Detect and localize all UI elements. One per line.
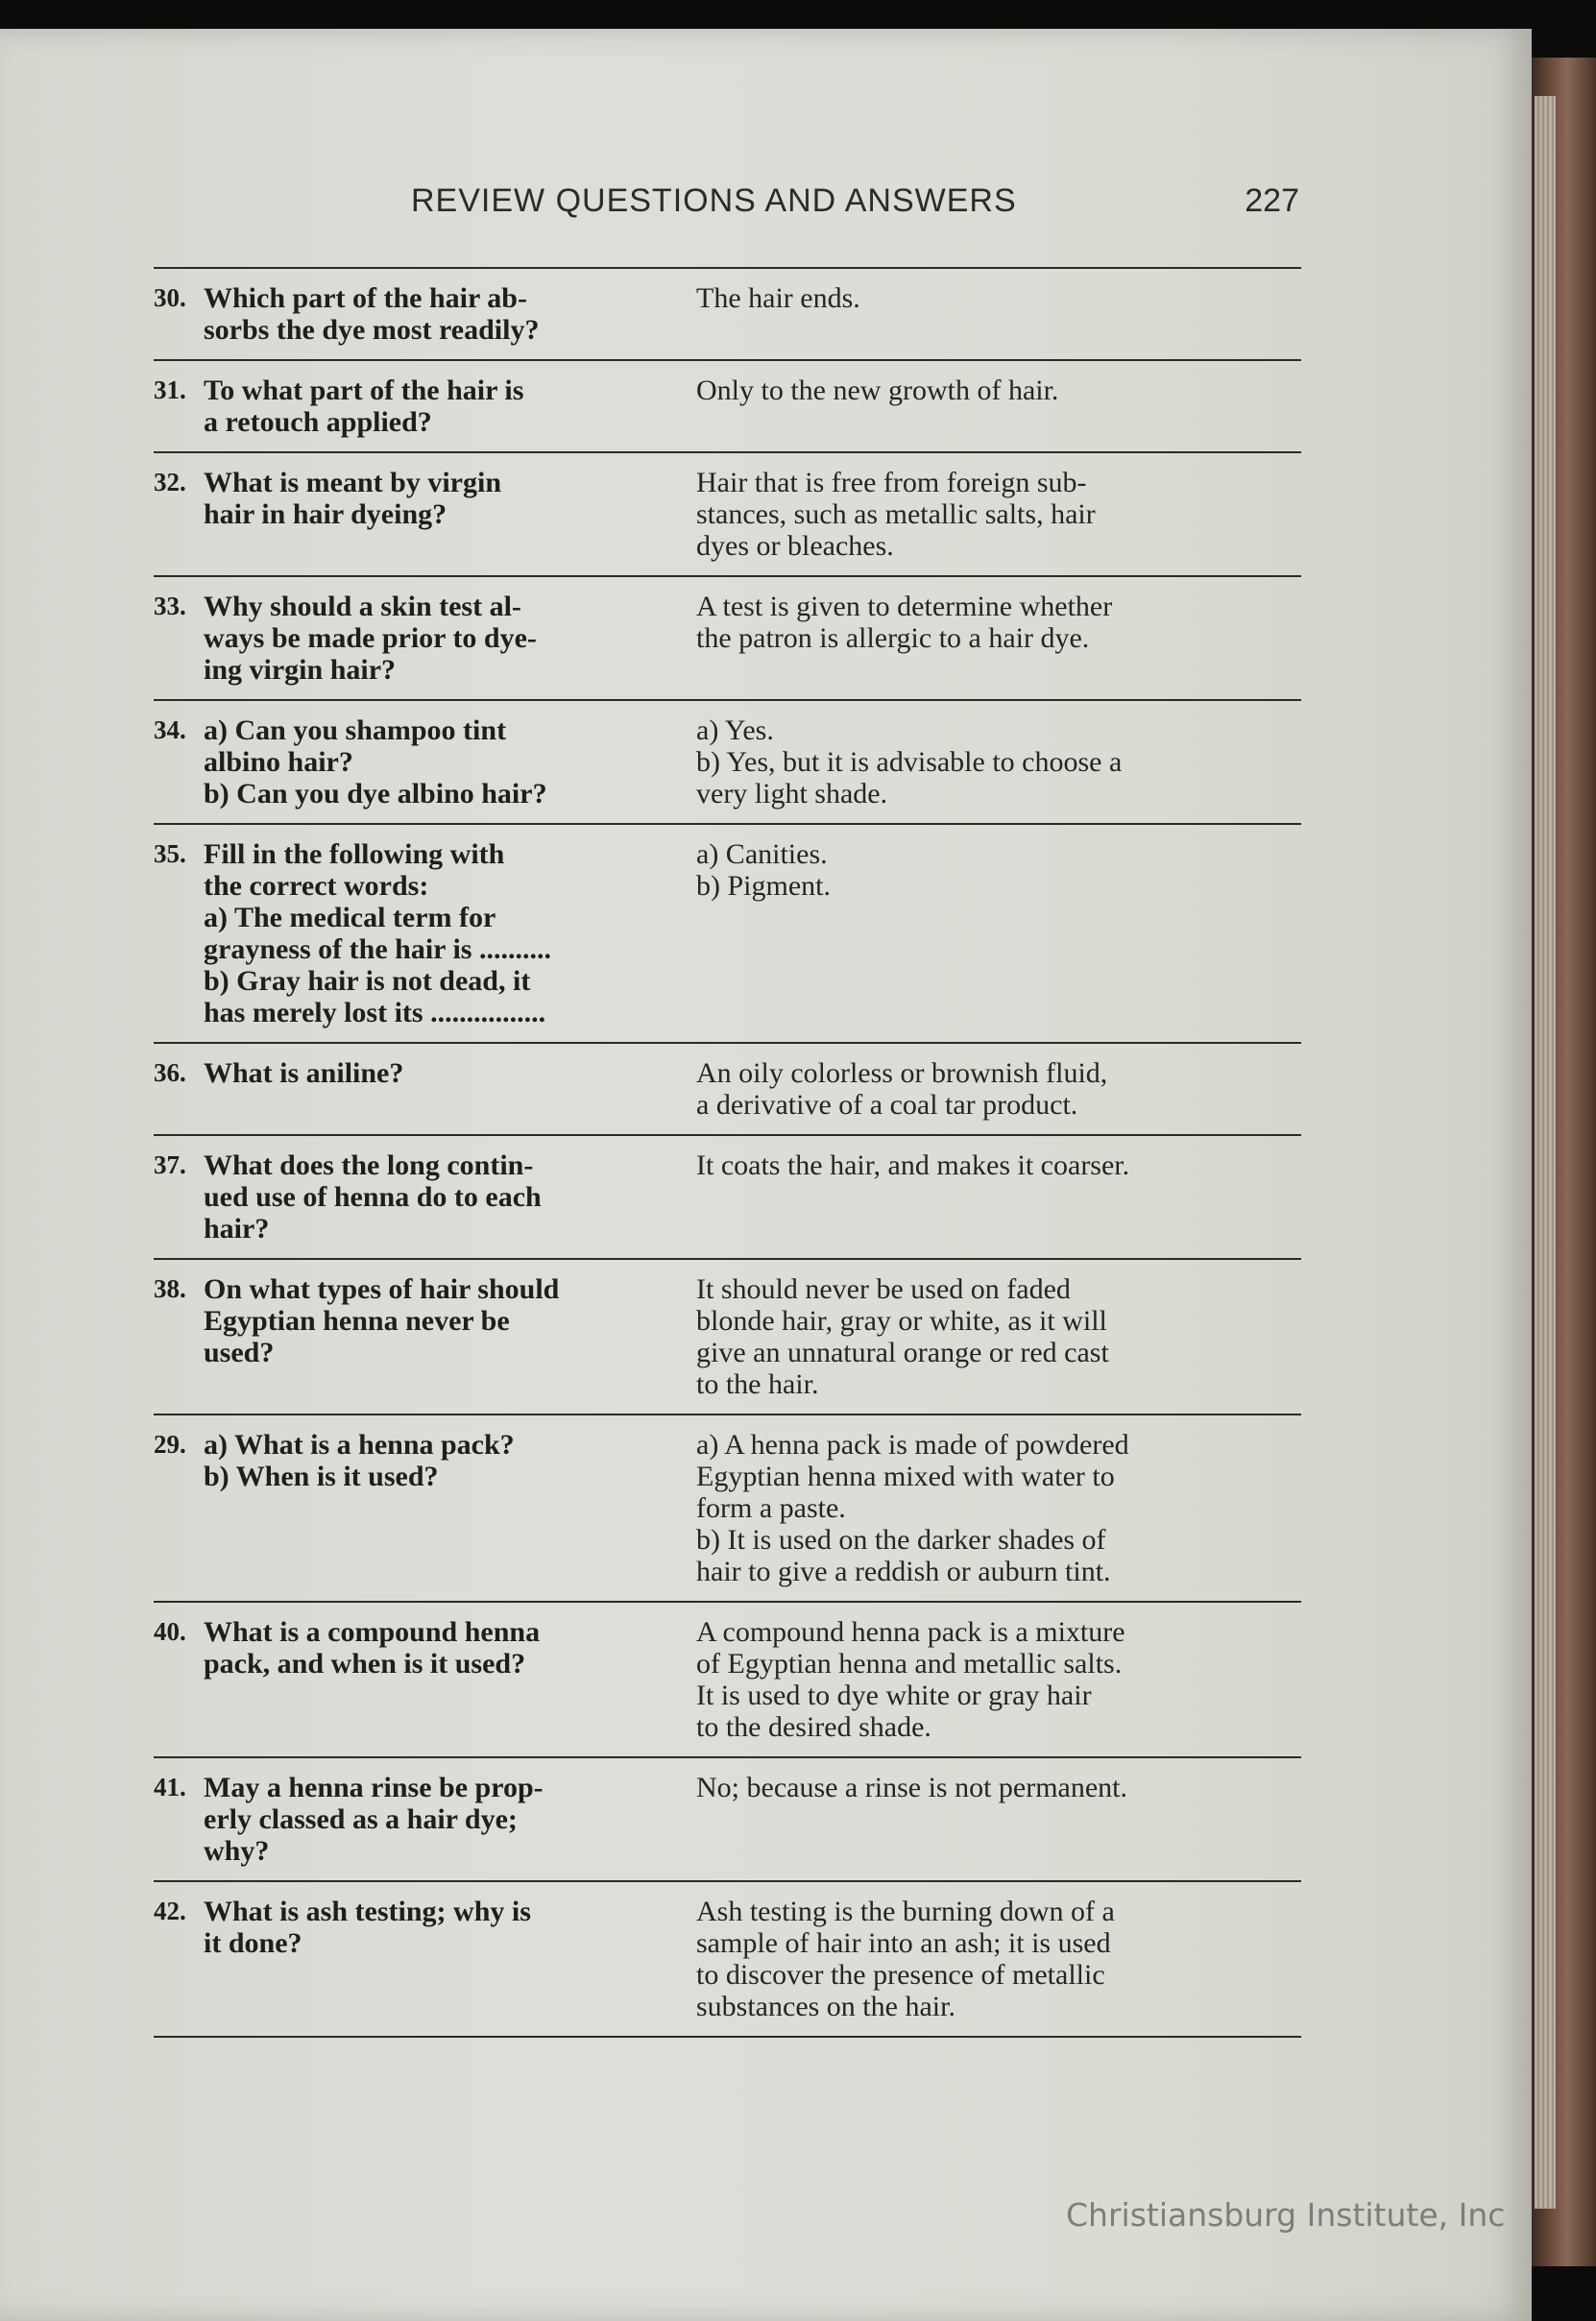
question-text: May a henna rinse be prop- erly classed as a hair dye; why? bbox=[204, 1772, 544, 1867]
question bbox=[154, 1429, 658, 1587]
answer-text: An oily colorless or brownish fluid, a derivative of a coal tar product. bbox=[696, 1057, 1108, 1121]
question-number: 31. bbox=[154, 375, 186, 404]
question bbox=[154, 714, 658, 810]
running-title: REVIEW QUESTIONS AND ANSWERS bbox=[411, 182, 1017, 219]
question-number: 34. bbox=[154, 715, 186, 744]
page-header bbox=[411, 182, 1299, 230]
qa-row bbox=[154, 825, 1301, 1044]
question bbox=[154, 1772, 658, 1867]
page-edges bbox=[1535, 96, 1556, 2209]
qa-row bbox=[154, 701, 1301, 825]
question bbox=[154, 838, 658, 1028]
question-number: 32. bbox=[154, 468, 186, 496]
answer-text: A compound henna pack is a mixture of Egyptian henna and metallic salts. It is used to dye white or gray hair to the desired shade. bbox=[696, 1616, 1125, 1743]
answer-text: a) Canities. b) Pigment. bbox=[696, 838, 831, 902]
question bbox=[154, 1616, 658, 1743]
question-number: 30. bbox=[154, 283, 186, 312]
question-text: What does the long contin- ued use of henna do to each hair? bbox=[204, 1149, 542, 1245]
qa-row bbox=[154, 1415, 1301, 1603]
question bbox=[154, 1273, 658, 1400]
answer-text: It should never be used on faded blonde hair, gray or white, as it will give an unnatural orange or red cast to the hair. bbox=[696, 1273, 1109, 1400]
question bbox=[154, 282, 658, 346]
qa-row bbox=[154, 269, 1301, 361]
question-number: 37. bbox=[154, 1150, 186, 1179]
question bbox=[154, 1057, 658, 1121]
question-text: a) What is a henna pack? b) When is it used? bbox=[204, 1429, 515, 1492]
qa-row bbox=[154, 453, 1301, 577]
question-number: 40. bbox=[154, 1617, 186, 1646]
qa-table bbox=[154, 267, 1301, 2038]
question bbox=[154, 375, 658, 438]
question-number: 41. bbox=[154, 1773, 186, 1801]
qa-row bbox=[154, 1603, 1301, 1758]
qa-row bbox=[154, 1758, 1301, 1882]
question bbox=[154, 1149, 658, 1245]
question bbox=[154, 467, 658, 562]
question-text: a) Can you shampoo tint albino hair? b) Can you dye albino hair? bbox=[204, 714, 547, 810]
question bbox=[154, 591, 658, 686]
question-number: 29. bbox=[154, 1430, 186, 1459]
answer-text: No; because a rinse is not permanent. bbox=[696, 1772, 1128, 1803]
question-text: On what types of hair should Egyptian henna never be used? bbox=[204, 1273, 560, 1368]
answer-text: a) Yes. b) Yes, but it is advisable to choose a very light shade. bbox=[696, 714, 1123, 810]
answer-text: Only to the new growth of hair. bbox=[696, 375, 1059, 406]
answer-text: It coats the hair, and makes it coarser. bbox=[696, 1149, 1130, 1181]
qa-row bbox=[154, 1136, 1301, 1260]
question-number: 42. bbox=[154, 1897, 186, 1925]
qa-row bbox=[154, 577, 1301, 701]
question-text: Why should a skin test al- ways be made prior to dye- ing virgin hair? bbox=[204, 591, 537, 686]
answer-text: A test is given to determine whether the patron is allergic to a hair dye. bbox=[696, 591, 1113, 654]
question-text: Which part of the hair ab- sorbs the dye most readily? bbox=[204, 282, 540, 346]
question-number: 35. bbox=[154, 839, 186, 868]
question-number: 33. bbox=[154, 592, 186, 620]
question-text: What is aniline? bbox=[204, 1057, 404, 1089]
qa-row bbox=[154, 1260, 1301, 1415]
question-number: 36. bbox=[154, 1058, 186, 1087]
question-text: What is meant by virgin hair in hair dyeing? bbox=[204, 467, 502, 530]
page-number: 227 bbox=[1245, 182, 1299, 219]
answer-text: Hair that is free from foreign sub- stances, such as metallic salts, hair dyes or bleaches. bbox=[696, 467, 1096, 562]
qa-row bbox=[154, 361, 1301, 453]
answer-text: The hair ends. bbox=[696, 282, 860, 314]
qa-row bbox=[154, 1882, 1301, 2038]
answer-text: a) A henna pack is made of powdered Egyptian henna mixed with water to form a paste. b) It is used on the darker shades of hair to give a reddish or auburn tint. bbox=[696, 1429, 1129, 1587]
question-text: To what part of the hair is a retouch applied? bbox=[204, 375, 524, 438]
question-number: 38. bbox=[154, 1274, 186, 1303]
answer-text: Ash testing is the burning down of a sample of hair into an ash; it is used to discover the presence of metallic substances on the hair. bbox=[696, 1896, 1115, 2022]
question-text: What is ash testing; why is it done? bbox=[204, 1896, 531, 1959]
watermark: Christiansburg Institute, Inc bbox=[1066, 2196, 1506, 2234]
qa-row bbox=[154, 1044, 1301, 1136]
question-text: What is a compound henna pack, and when is it used? bbox=[204, 1616, 541, 1680]
question bbox=[154, 1896, 658, 2022]
question-text: Fill in the following with the correct words: a) The medical term for grayness of the hair is .......... b) Gray hair is not dead, it has merely lost its ................ bbox=[204, 838, 551, 1028]
